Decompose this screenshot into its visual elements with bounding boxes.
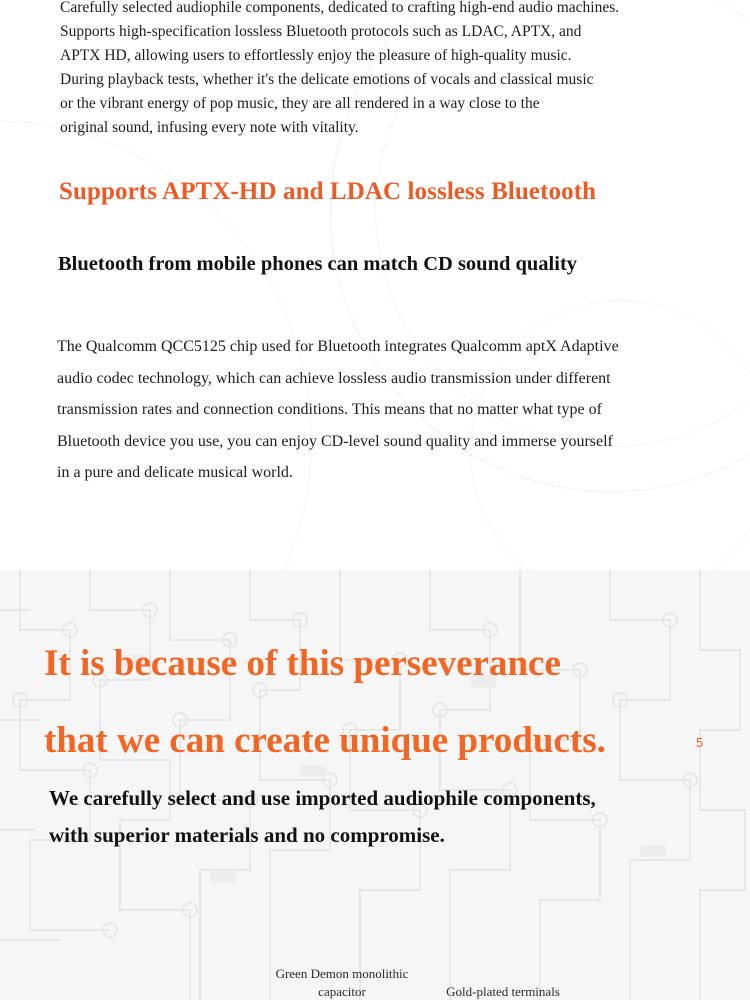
banner-mark: 5 <box>696 735 704 750</box>
banner-section <box>0 570 750 1000</box>
body-line: audio codec technology, which can achieve lossless audio transmission under different <box>57 369 611 387</box>
intro-line: APTX HD, allowing users to effortlessly enjoy the pleasure of high-quality music. <box>60 47 572 64</box>
intro-line: During playback tests, whether it's the delicate emotions of vocals and classical music <box>60 71 594 88</box>
body-line: Bluetooth device you use, you can enjoy CD-level sound quality and immerse yourself <box>57 432 613 450</box>
banner-subheadline-line: We carefully select and use imported audiophile components, <box>49 786 596 810</box>
banner-headline-line: that we can create unique products. <box>44 720 606 761</box>
component-caption-capacitor: Green Demon monolithic capacitor <box>275 966 409 999</box>
intro-line: or the vibrant energy of pop music, they are all rendered in a way close to the <box>60 95 540 112</box>
body-line: in a pure and delicate musical world. <box>57 464 293 481</box>
section-heading-orange: Supports APTX-HD and LDAC lossless Bluetooth <box>59 178 597 205</box>
intro-line: Carefully selected audiophile components, dedicated to crafting high-end audio machines. <box>60 0 620 16</box>
component-caption-terminals: Gold-plated terminals <box>446 984 560 999</box>
body-paragraph <box>57 331 707 489</box>
intro-line: original sound, infusing every note with vitality. <box>60 119 359 136</box>
banner-headline <box>44 625 724 779</box>
banner-subheadline <box>49 780 729 854</box>
banner-subheadline-line: with superior materials and no compromise. <box>49 823 445 847</box>
intro-paragraph <box>60 0 720 140</box>
body-line: The Qualcomm QCC5125 chip used for Bluetooth integrates Qualcomm aptX Adaptive <box>57 338 619 355</box>
body-line: transmission rates and connection conditions. This means that no matter what type of <box>57 401 602 418</box>
banner-headline-line: It is because of this perseverance <box>44 643 561 684</box>
intro-line: Supports high-specification lossless Bluetooth protocols such as LDAC, APTX, and <box>60 23 582 40</box>
section-subheading: Bluetooth from mobile phones can match CD sound quality <box>58 253 578 275</box>
